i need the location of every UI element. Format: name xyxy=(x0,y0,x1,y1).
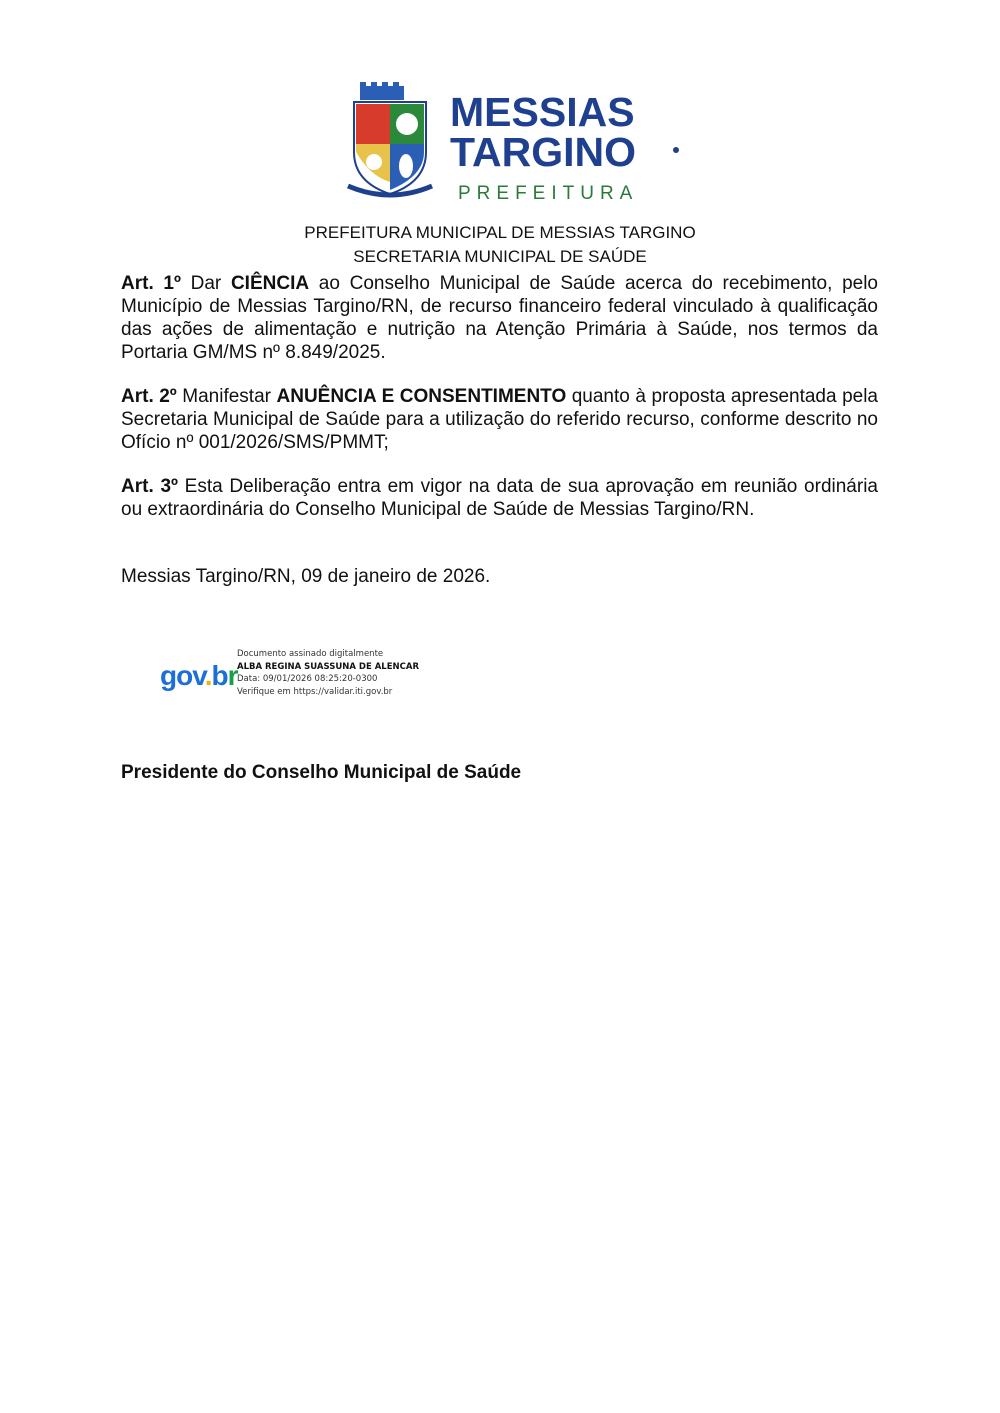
logo-line-2: TARGINO xyxy=(450,129,637,175)
digital-signature-stamp xyxy=(160,648,420,708)
signature-details xyxy=(237,648,419,698)
article-1-label: Art. 1º xyxy=(121,273,181,294)
govbr-logo: gov.br xyxy=(160,660,238,691)
article-2-post: quanto à proposta apresentada pela Secretaria Municipal de Saúde para a utilização do referido recurso, conforme descrito no Ofício nº 001/2026/SMS/PMMT; xyxy=(121,386,878,453)
article-2-label: Art. 2º xyxy=(121,386,177,407)
header-line-2: SECRETARIA MUNICIPAL DE SAÚDE xyxy=(353,247,647,266)
signature-date: Data: 09/01/2026 08:25:20-0300 xyxy=(237,674,378,684)
signer-name: ALBA REGINA SUASSUNA DE ALENCAR xyxy=(237,661,420,672)
signature-line-1: Documento assinado digitalmente xyxy=(237,649,384,659)
signer-title: Presidente do Conselho Municipal de Saúde xyxy=(121,762,522,783)
signature-verify: Verifique em https://validar.iti.gov.br xyxy=(237,686,393,697)
place-date: Messias Targino/RN, 09 de janeiro de 2026. xyxy=(121,566,491,587)
prefeitura-logo xyxy=(340,82,685,208)
article-2-pre: Manifestar xyxy=(176,386,277,407)
coat-of-arms-icon xyxy=(348,102,432,195)
article-1-pre: Dar xyxy=(180,273,231,294)
article-2-emphasis: ANUÊNCIA E CONSENTIMENTO xyxy=(276,386,567,407)
article-1-post: ao Conselho Municipal de Saúde acerca do recebimento, pelo Município de Messias Targino/RN, de recurso financeiro federal vinculado à qualificação das ações de alimentação e nutrição na Atenção Primária à Saúde, nos termos da Portaria GM/MS nº 8.849/2025. xyxy=(121,273,878,363)
article-3 xyxy=(121,475,878,521)
logo-line-3: PREFEITURA xyxy=(458,183,639,204)
article-2 xyxy=(121,385,878,454)
article-3-pre: Esta Deliberação entra em vigor na data de sua aprovação em reunião ordinária ou extraordinária do Conselho Municipal de Saúde de Messias Targino/RN. xyxy=(121,476,878,520)
article-1-emphasis: CIÊNCIA xyxy=(230,273,310,294)
article-3-label: Art. 3º xyxy=(121,476,178,497)
crown-icon xyxy=(360,82,404,100)
logo-line-1: MESSIAS xyxy=(450,89,635,135)
article-1 xyxy=(121,272,878,364)
header-line-1: PREFEITURA MUNICIPAL DE MESSIAS TARGINO xyxy=(304,223,696,242)
